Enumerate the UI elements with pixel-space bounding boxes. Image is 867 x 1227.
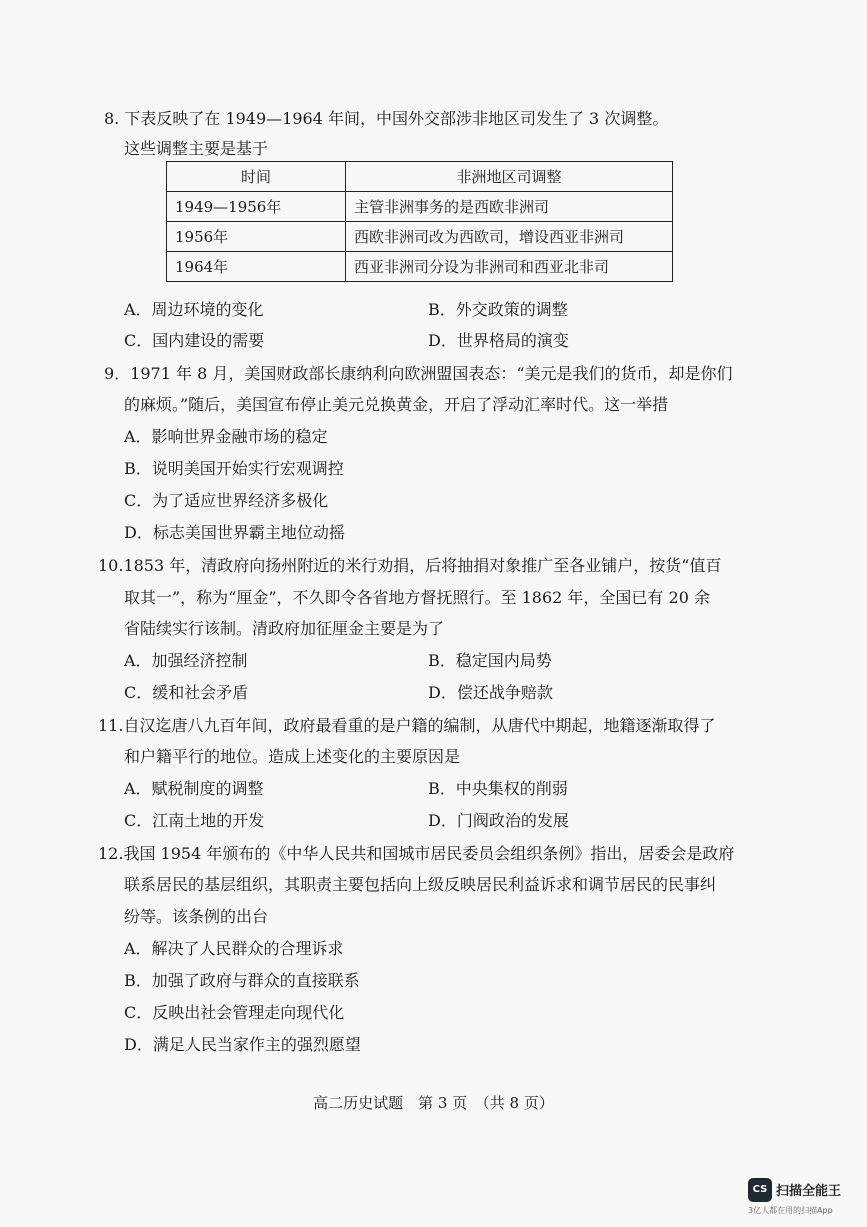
q8-option-b: B．外交政策的调整 (428, 300, 568, 319)
q10-option-d: D．偿还战争赔款 (428, 683, 553, 702)
q11-option-d: D．门阀政治的发展 (428, 811, 569, 830)
table-row (167, 252, 673, 282)
q9-option-d: D．标志美国世界霸主地位动摇 (124, 523, 345, 542)
q10-stem-line2: 取其一”，称为“厘金”，不久即令各省地方督抚照行。至 1862 年，全国已有 20 余 (124, 588, 710, 607)
q10-option-a: A．加强经济控制 (124, 651, 248, 670)
table-header-row (167, 162, 673, 192)
q11-stem-line1: 11.自汉迄唐八九百年间，政府最看重的是户籍的编制，从唐代中期起，地籍逐渐取得了 (98, 716, 716, 735)
table-cell: 1964年 (167, 252, 346, 282)
q8-option-a: A．周边环境的变化 (124, 300, 264, 319)
table-row (167, 222, 673, 252)
table-cell: 西亚非洲司分设为非洲司和西亚北非司 (346, 252, 673, 282)
q8-option-c: C．国内建设的需要 (124, 331, 265, 350)
q8-table (166, 161, 673, 282)
table-cell: 主管非洲事务的是西欧非洲司 (346, 192, 673, 222)
q10-stem-line1: 10.1853 年，清政府向扬州附近的米行劝捐，后将抽捐对象推广至各业铺户，按货“值百 (98, 556, 722, 575)
q11-option-c: C．江南土地的开发 (124, 811, 265, 830)
q12-stem-line1: 12.我国 1954 年颁布的《中华人民共和国城市居民委员会组织条例》指出，居委会是政府 (98, 844, 735, 863)
table-cell: 西欧非洲司改为西欧司，增设西亚非洲司 (346, 222, 673, 252)
scanner-watermark (748, 1178, 860, 1218)
q11-option-a: A．赋税制度的调整 (124, 779, 264, 798)
q8-stem-line2: 这些调整主要是基于 (124, 139, 269, 158)
q10-option-b: B．稳定国内局势 (428, 651, 552, 670)
watermark-title: 扫描全能王 (776, 1184, 842, 1199)
watermark-subtitle: 3亿人都在用的扫描App (748, 1206, 833, 1215)
q11-stem-line2: 和户籍平行的地位。造成上述变化的主要原因是 (124, 747, 461, 766)
q8-stem-line1: 8. 下表反映了在 1949—1964 年间，中国外交部涉非地区司发生了 3 次调整。 (104, 109, 669, 128)
q9-option-c: C．为了适应世界经济多极化 (124, 491, 329, 510)
q9-option-a: A．影响世界金融市场的稳定 (124, 427, 328, 446)
q12-option-d: D．满足人民当家作主的强烈愿望 (124, 1035, 361, 1054)
page-footer: 高二历史试题 第 3 页 （共 8 页） (313, 1094, 554, 1112)
table-cell: 1956年 (167, 222, 346, 252)
table-row (167, 192, 673, 222)
q8-option-d: D．世界格局的演变 (428, 331, 569, 350)
table-cell: 1949—1956年 (167, 192, 346, 222)
q12-option-b: B．加强了政府与群众的直接联系 (124, 971, 360, 990)
table-header-adjustment: 非洲地区司调整 (346, 162, 673, 192)
q10-option-c: C．缓和社会矛盾 (124, 683, 249, 702)
q9-option-b: B．说明美国开始实行宏观调控 (124, 459, 344, 478)
q10-stem-line3: 省陆续实行该制。清政府加征厘金主要是为了 (124, 619, 445, 638)
q9-stem-line2: 的麻烦。”随后，美国宣布停止美元兑换黄金，开启了浮动汇率时代。这一举措 (124, 395, 669, 414)
q12-stem-line3: 纷等。该条例的出台 (124, 907, 269, 926)
q12-option-a: A．解决了人民群众的合理诉求 (124, 939, 344, 958)
table-header-time: 时间 (167, 162, 346, 192)
q11-option-b: B．中央集权的削弱 (428, 779, 568, 798)
q12-stem-line2: 联系居民的基层组织，其职责主要包括向上级反映居民利益诉求和调节居民的民事纠 (124, 875, 717, 894)
q12-option-c: C．反映出社会管理走向现代化 (124, 1003, 345, 1022)
q9-stem-line1: 9．1971 年 8 月，美国财政部长康纳利向欧洲盟国表态：“美元是我们的货币，却是你们 (104, 364, 733, 383)
camscanner-logo-icon: CS (748, 1178, 772, 1202)
